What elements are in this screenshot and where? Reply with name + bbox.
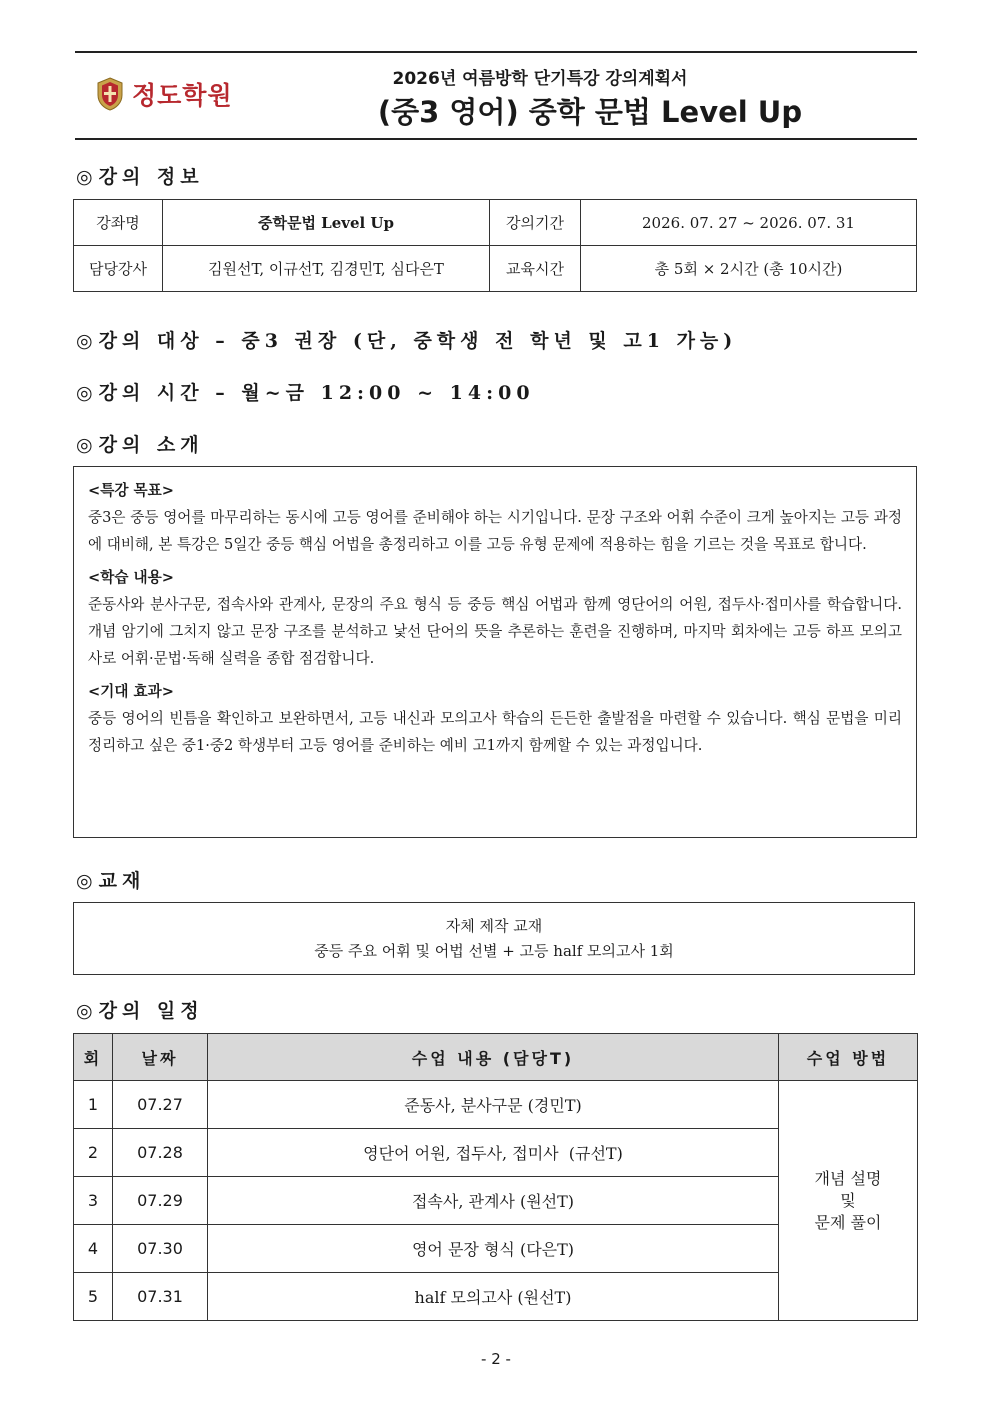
section-time-heading — [76, 378, 535, 405]
logo-text: 정도학원 — [132, 81, 233, 110]
round-cell: 3 — [74, 1177, 113, 1225]
method-cell — [779, 1081, 918, 1321]
document-subtitle: 2026년 여름방학 단기특강 강의계획서 — [392, 69, 688, 89]
date-cell: 07.29 — [113, 1177, 208, 1225]
textbook-box — [73, 902, 915, 975]
method-line: 문제 풀이 — [814, 1212, 882, 1232]
section-intro-heading — [76, 430, 204, 457]
course-intro-box — [73, 466, 917, 838]
header-bottom-rule — [75, 138, 917, 140]
hours-label: 교육시간 — [490, 246, 581, 292]
teacher-label: 담당강사 — [74, 246, 163, 292]
textbook-line-2: 중등 주요 어휘 및 어법 선별 + 고등 half 모의고사 1회 — [314, 942, 674, 960]
textbook-line-1: 자체 제작 교재 — [445, 917, 543, 935]
header-date: 날짜 — [113, 1034, 208, 1081]
bullet-mark: ◎ — [76, 382, 93, 404]
round-cell: 5 — [74, 1273, 113, 1321]
bullet-mark: ◎ — [76, 1000, 93, 1022]
section-info-label: 강의 정보 — [98, 166, 204, 188]
content-cell: half 모의고사 (원선T) — [208, 1273, 779, 1321]
header-method: 수업 방법 — [779, 1034, 918, 1081]
round-cell: 1 — [74, 1081, 113, 1129]
period-value: 2026. 07. 27 ~ 2026. 07. 31 — [581, 200, 917, 246]
section-schedule-label: 강의 일정 — [98, 1000, 204, 1022]
goal-heading: <특강 목표> — [88, 482, 174, 499]
course-label: 강좌명 — [74, 200, 163, 246]
bullet-mark: ◎ — [76, 870, 93, 892]
table-row — [74, 1081, 918, 1129]
section-info-heading — [76, 162, 204, 189]
method-line: 및 — [840, 1190, 856, 1210]
date-cell: 07.28 — [113, 1129, 208, 1177]
section-book-heading — [76, 866, 145, 893]
teacher-value: 김원선T, 이규선T, 김경민T, 심다은T — [163, 246, 490, 292]
date-cell: 07.31 — [113, 1273, 208, 1321]
course-value: 중학문법 Level Up — [163, 200, 490, 246]
round-cell: 4 — [74, 1225, 113, 1273]
content-text: 준동사와 분사구문, 접속사와 관계사, 문장의 주요 형식 등 중등 핵심 어법과 함께 영단어의 어원, 접두사·접미사를 학습합니다. 개념 암기에 그치지 않고 문장 구조를 분석하고 낯선 단어의 뜻을 추론하는 훈련을 진행하며, 마지막 회차에는 고등 하프 모의고사로 어휘·문법·독해 실력을 종합 점검합니다. — [88, 596, 902, 667]
date-cell: 07.27 — [113, 1081, 208, 1129]
table-row — [74, 246, 917, 292]
document-title: (중3 영어) 중학 문법 Level Up — [377, 95, 803, 129]
period-label: 강의기간 — [490, 200, 581, 246]
method-line: 개념 설명 — [814, 1168, 882, 1188]
academy-logo — [96, 76, 233, 112]
section-book-label: 교재 — [98, 870, 146, 892]
date-cell: 07.30 — [113, 1225, 208, 1273]
content-cell: 접속사, 관계사 (원선T) — [208, 1177, 779, 1225]
bullet-mark: ◎ — [76, 166, 93, 188]
effect-text: 중등 영어의 빈틈을 확인하고 보완하면서, 고등 내신과 모의고사 학습의 든든한 출발점을 마련할 수 있습니다. 핵심 문법을 미리 정리하고 싶은 중1·중2 학생부터 고등 영어를 준비하는 예비 고1까지 함께할 수 있는 과정입니다. — [88, 710, 902, 754]
course-info-table — [73, 199, 917, 292]
bullet-mark: ◎ — [76, 330, 93, 352]
goal-text: 중3은 중등 영어를 마무리하는 동시에 고등 영어를 준비해야 하는 시기입니다. 문장 구조와 어휘 수준이 크게 높아지는 고등 과정에 대비해, 본 특강은 5일간 중등 핵심 어법을 총정리하고 이를 고등 유형 문제에 적용하는 힘을 기르는 것을 목표로 합니다. — [88, 509, 902, 553]
schedule-table — [73, 1033, 918, 1321]
round-cell: 2 — [74, 1129, 113, 1177]
schedule-header-row — [74, 1034, 918, 1081]
effect-heading: <기대 효과> — [88, 683, 174, 700]
section-time-label: 강의 시간 – 월~금 12:00 ~ 14:00 — [98, 382, 535, 404]
content-cell: 준동사, 분사구문 (경민T) — [208, 1081, 779, 1129]
header-top-rule — [75, 51, 917, 53]
table-row — [74, 200, 917, 246]
content-heading: <학습 내용> — [88, 569, 174, 586]
header-round: 회 — [74, 1034, 113, 1081]
crest-icon — [96, 77, 124, 111]
bullet-mark: ◎ — [76, 434, 93, 456]
page-number: - 2 - — [481, 1350, 511, 1368]
section-schedule-heading — [76, 996, 204, 1023]
content-cell: 영어 문장 형식 (다은T) — [208, 1225, 779, 1273]
hours-value: 총 5회 × 2시간 (총 10시간) — [581, 246, 917, 292]
section-target-heading — [76, 326, 737, 353]
header-content: 수업 내용 (담당T) — [208, 1034, 779, 1081]
section-intro-label: 강의 소개 — [98, 434, 204, 456]
section-target-label: 강의 대상 – 중3 권장 (단, 중학생 전 학년 및 고1 가능) — [98, 330, 738, 352]
content-cell: 영단어 어원, 접두사, 접미사 (규선T) — [208, 1129, 779, 1177]
